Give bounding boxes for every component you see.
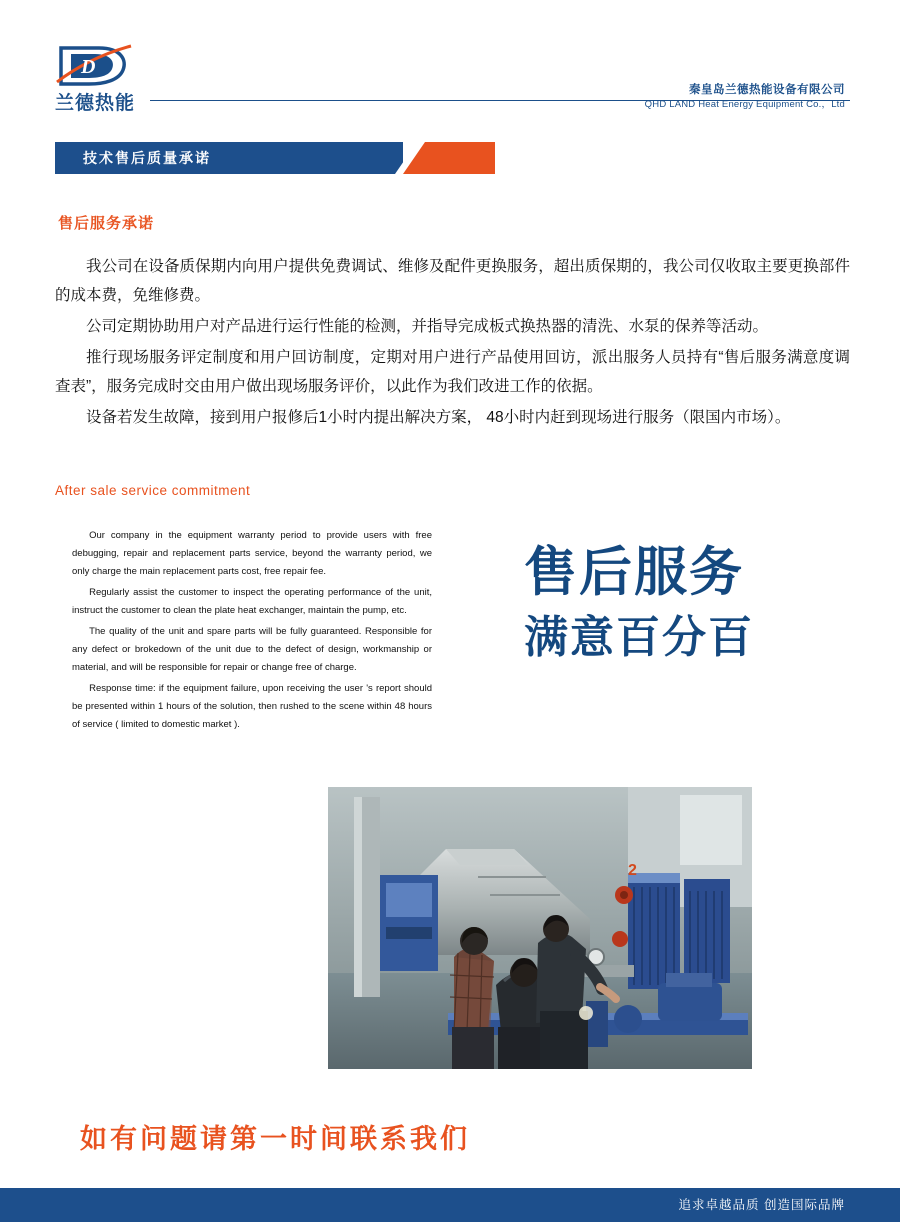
company-name-block xyxy=(645,83,845,111)
slogan-line-1: 售后服务 xyxy=(524,542,744,603)
contact-slogan: 如有问题请第一时间联系我们 xyxy=(80,1124,470,1154)
company-name-en: QHD LAND Heat Energy Equipment Co.，Ltd xyxy=(644,98,845,110)
page-header xyxy=(0,0,900,120)
chinese-paragraph: 我公司在设备质保期内向用户提供免费调试、维修及配件更换服务，超出质保期的，我公司仅收取主要更换部件的成本费，免维修费。 xyxy=(55,258,850,304)
chinese-body xyxy=(55,252,850,434)
section-title-bar xyxy=(55,142,495,174)
chinese-paragraph: 设备若发生故障，接到用户报修后1小时内提出解决方案， 48小时内赶到现场进行服务（限国内市场）。 xyxy=(86,409,791,426)
svg-text:D: D xyxy=(81,56,96,78)
section-title-label: 技术售后质量承诺 xyxy=(83,150,211,166)
company-name-cn: 秦皇岛兰德热能设备有限公司 xyxy=(689,84,845,96)
english-body xyxy=(72,527,432,737)
chinese-paragraph: 公司定期协助用户对产品进行运行性能的检测，并指导完成板式换热器的清洗、水泵的保养等活动。 xyxy=(86,318,769,335)
english-paragraph: Regularly assist the customer to inspect the operating performance of the unit, instruct the customer to clean the plate heat exchanger, maintain the pump, etc. xyxy=(72,587,432,616)
service-slogan xyxy=(524,542,824,666)
logo-block xyxy=(55,42,255,115)
chinese-heading: 售后服务承诺 xyxy=(58,215,155,232)
slogan-line-2: 满意百分百 xyxy=(524,612,754,663)
english-paragraph: Response time: if the equipment failure, upon receiving the user 's report should be presented within 1 hours of the solution, then rushed to the scene within 48 hours of service ( limited to domestic market ). xyxy=(72,683,432,730)
chinese-paragraph: 推行现场服务评定制度和用户回访制度，定期对用户进行产品使用回访，派出服务人员持有“售后服务满意度调查表”，服务完成时交由用户做出现场服务评价，以此作为我们改进工作的依据。 xyxy=(55,349,850,395)
service-photo xyxy=(328,787,752,1069)
logo-wordmark: 兰德热能 xyxy=(55,93,136,114)
svg-text:2: 2 xyxy=(628,862,637,879)
brand-d-logo-icon xyxy=(55,42,127,84)
page-footer xyxy=(0,1188,900,1222)
english-heading: After sale service commitment xyxy=(55,483,251,498)
english-paragraph: Our company in the equipment warranty period to provide users with free debugging, repair and replacement parts service, beyond the warranty period, we only charge the main replacement parts cost, free repair fee. xyxy=(72,530,432,577)
title-bar-orange-notch xyxy=(403,142,425,174)
english-paragraph: The quality of the unit and spare parts will be fully guaranteed. Responsible for any defect or brokedown of the unit due to the defect of design, workmanship or material, and will be responsible for repair or change free of charge. xyxy=(72,626,432,673)
footer-slogan: 追求卓越品质 创造国际品牌 xyxy=(678,1198,845,1212)
